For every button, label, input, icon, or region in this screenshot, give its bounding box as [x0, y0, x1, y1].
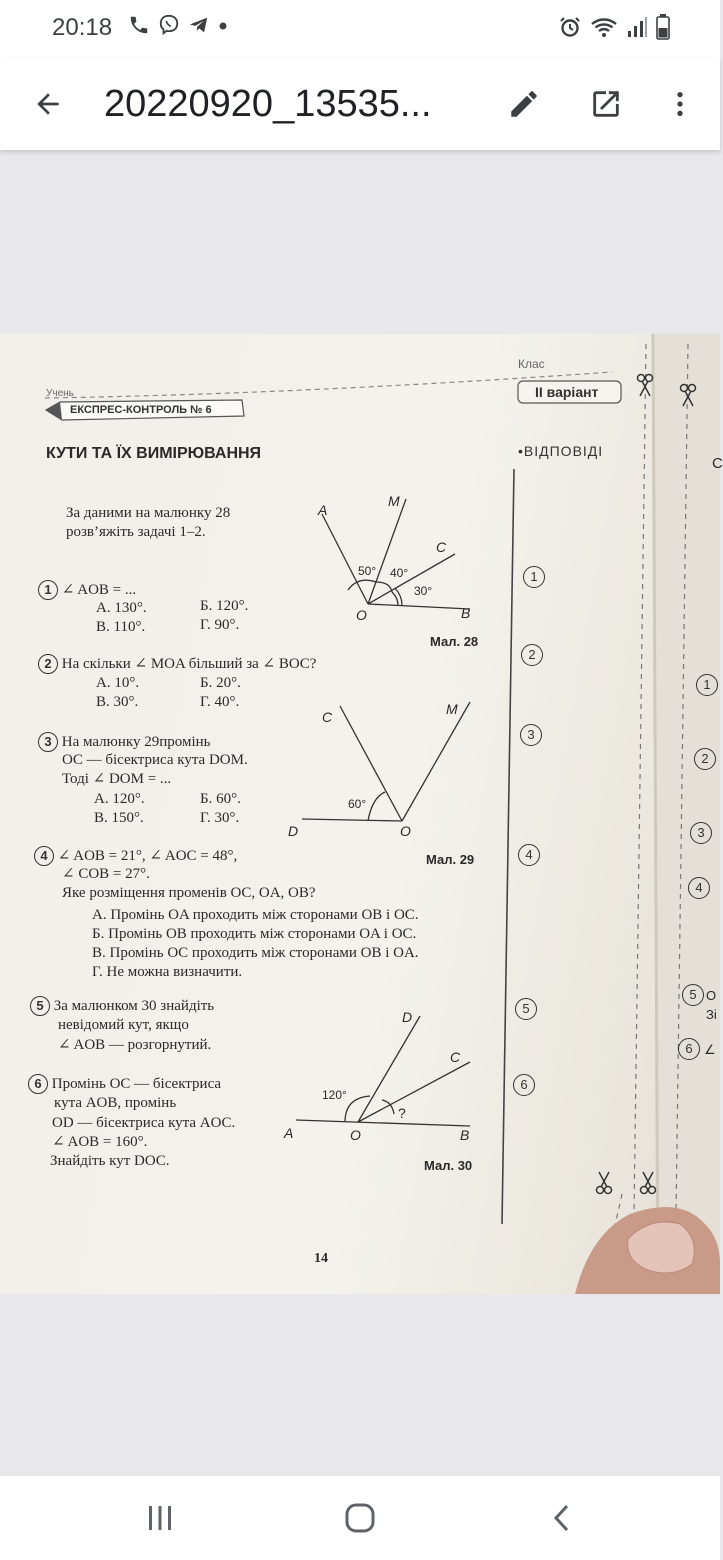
task-1-option-b: Б. 120°. [200, 598, 249, 614]
page-number: 14 [314, 1251, 328, 1266]
next-page-number-6: 6 [678, 1038, 700, 1060]
task-4-option-a: А. Промінь OA проходить між сторонами OB і OC. [92, 907, 419, 923]
task-3-option-a: А. 120°. [94, 791, 145, 807]
telegram-icon [188, 14, 210, 36]
fig30-caption: Мал. 30 [424, 1158, 473, 1173]
answers-label: •ВІДПОВІДІ [518, 443, 604, 459]
topic-title: КУТИ ТА ЇХ ВИМІРЮВАННЯ [46, 445, 262, 462]
task-4-option-c: В. Промінь OC проходить між сторонами OB і OA. [92, 945, 419, 961]
open-with-button[interactable] [582, 80, 630, 128]
fig28-label-c: C [436, 539, 447, 555]
more-vert-icon [664, 88, 696, 120]
task-6-line-4: ∠ AOB = 160°. [52, 1134, 148, 1150]
task-text: ∠ AOB = 21°, ∠ AOC = 48°, [57, 848, 238, 864]
fig29-label-o: O [400, 823, 411, 839]
fig30-label-d: D [402, 1009, 413, 1025]
next-page-number-4: 4 [688, 877, 710, 899]
student-label: Учень [46, 388, 74, 399]
task-1 [38, 580, 136, 600]
fig30-label-o: O [350, 1127, 361, 1143]
document-photo[interactable] [0, 334, 723, 1294]
task-number: 3 [38, 732, 58, 752]
task-4-line-3: Яке розміщення променів OC, OA, OB? [62, 885, 316, 901]
phone-icon [128, 14, 150, 36]
arrow-back-icon [32, 88, 64, 120]
task-5-line-2: невідомий кут, якщо [58, 1017, 189, 1033]
status-notification-icons [128, 14, 228, 36]
task-1-option-c: В. 110°. [96, 619, 146, 635]
task-2-option-c: В. 30°. [96, 694, 139, 710]
task-6-line-3: OD — бісектриса кута AOC. [52, 1115, 236, 1131]
fig28-angle-30: 30° [414, 584, 433, 598]
status-bar [0, 0, 720, 58]
pencil-icon [507, 87, 541, 121]
task-4 [34, 846, 237, 866]
next-page-number-5: 5 [682, 984, 704, 1006]
wifi-icon [590, 15, 618, 39]
task-3-line-2: OC — бісектриса кута DOM. [62, 752, 248, 768]
edit-button[interactable] [500, 80, 548, 128]
fig30-angle-120: 120° [322, 1088, 347, 1102]
fig29-angle-60: 60° [348, 797, 367, 811]
open-in-new-icon [589, 87, 623, 121]
next-page-number-3: 3 [690, 822, 712, 844]
task-2-option-d: Г. 40°. [200, 694, 240, 710]
home-icon [344, 1502, 376, 1534]
status-time: 20:18 [52, 14, 113, 41]
back-button[interactable] [24, 80, 72, 128]
fig30-label-c: C [450, 1049, 461, 1065]
next-page-fragment-2: О [706, 988, 717, 1003]
figure-28-drawing [322, 499, 470, 609]
task-1-option-d: Г. 90°. [200, 617, 240, 633]
answer-number-5: 5 [515, 998, 537, 1020]
fig30-label-a: A [284, 1125, 294, 1141]
fig28-caption: Мал. 28 [430, 634, 479, 649]
alarm-icon [558, 15, 582, 39]
fig29-label-c: C [322, 709, 333, 725]
task-number: 4 [34, 846, 54, 866]
task-number: 6 [28, 1074, 48, 1094]
task-number: 1 [38, 580, 58, 600]
fig29-label-m: M [446, 701, 458, 717]
answer-number-3: 3 [520, 724, 542, 746]
task-4-line-2: ∠ COB = 27°. [62, 866, 150, 882]
intro-line-2: розв’яжіть задачі 1–2. [66, 524, 206, 540]
recent-apps-icon [145, 1503, 175, 1533]
task-number: 2 [38, 654, 58, 674]
nav-back-button[interactable] [538, 1496, 586, 1540]
fig30-angle-unknown: ? [398, 1105, 406, 1121]
answer-number-4: 4 [518, 844, 540, 866]
intro-line-1: За даними на малюнку 28 [66, 505, 231, 521]
class-label: Клас [518, 357, 545, 371]
viber-icon [158, 14, 180, 36]
task-6-line-5: Знайдіть кут DOC. [50, 1153, 170, 1169]
fig29-caption: Мал. 29 [426, 852, 475, 867]
task-1-option-a: А. 130°. [96, 600, 147, 616]
answer-number-2: 2 [521, 644, 543, 666]
task-4-option-b: Б. Промінь OB проходить між сторонами OA і OC. [92, 926, 417, 942]
task-2-option-b: Б. 20°. [200, 675, 241, 691]
task-3-option-d: Г. 30°. [200, 810, 240, 826]
task-5 [30, 996, 214, 1016]
task-2 [38, 654, 316, 674]
dot-icon [218, 14, 228, 36]
task-text: ∠ AOB = ... [61, 582, 137, 598]
task-3-option-b: Б. 60°. [200, 791, 241, 807]
more-options-button[interactable] [656, 80, 704, 128]
task-text: На скільки ∠ MOA більший за ∠ BOC? [61, 656, 317, 672]
file-title: 20220920_13535... [104, 83, 432, 125]
task-text: Промінь OC — бісектриса [51, 1076, 222, 1092]
next-page-fragment-3: Зі [706, 1007, 717, 1022]
next-page-fragment-1: С [712, 455, 723, 472]
express-control-badge: ЕКСПРЕС-КОНТРОЛЬ № 6 [70, 404, 212, 416]
app-bar [0, 58, 720, 150]
task-6-line-2: кута AOB, промінь [54, 1095, 177, 1111]
figure-30-drawing [296, 1016, 470, 1126]
variant-label: II варіант [535, 384, 599, 400]
fig30-label-b: B [460, 1127, 470, 1143]
navigation-bar [0, 1476, 720, 1560]
task-text: На малюнку 29промінь [61, 734, 211, 750]
task-3-line-3: Тоді ∠ DOM = ... [62, 771, 172, 787]
fig28-label-m: M [388, 493, 400, 509]
chevron-left-icon [547, 1503, 577, 1533]
recent-apps-button[interactable] [136, 1496, 184, 1540]
answer-number-1: 1 [523, 566, 545, 588]
task-6 [28, 1074, 221, 1094]
next-page-number-1: 1 [696, 674, 718, 696]
answer-number-6: 6 [513, 1074, 535, 1096]
signal-icon [626, 15, 648, 39]
next-page-fragment-4: ∠ [704, 1042, 716, 1057]
battery-icon [656, 14, 670, 40]
fig28-label-o: O [356, 607, 367, 623]
status-system-icons [558, 14, 670, 40]
home-button[interactable] [336, 1496, 384, 1540]
fig28-label-a: A [318, 502, 328, 518]
fig29-label-d: D [288, 823, 299, 839]
fig28-angle-50: 50° [358, 564, 377, 578]
task-3-option-c: В. 150°. [94, 810, 144, 826]
task-number: 5 [30, 996, 50, 1016]
finger-photo [575, 1207, 720, 1294]
task-text: За малюнком 30 знайдіть [53, 998, 215, 1014]
task-2-option-a: А. 10°. [96, 675, 140, 691]
fig28-label-b: B [461, 605, 471, 621]
task-5-line-3: ∠ AOB — розгорнутий. [58, 1037, 212, 1053]
next-page-number-2: 2 [694, 748, 716, 770]
fig28-angle-40: 40° [390, 566, 409, 580]
task-4-option-d: Г. Не можна визначити. [92, 964, 243, 980]
task-3 [38, 732, 210, 752]
